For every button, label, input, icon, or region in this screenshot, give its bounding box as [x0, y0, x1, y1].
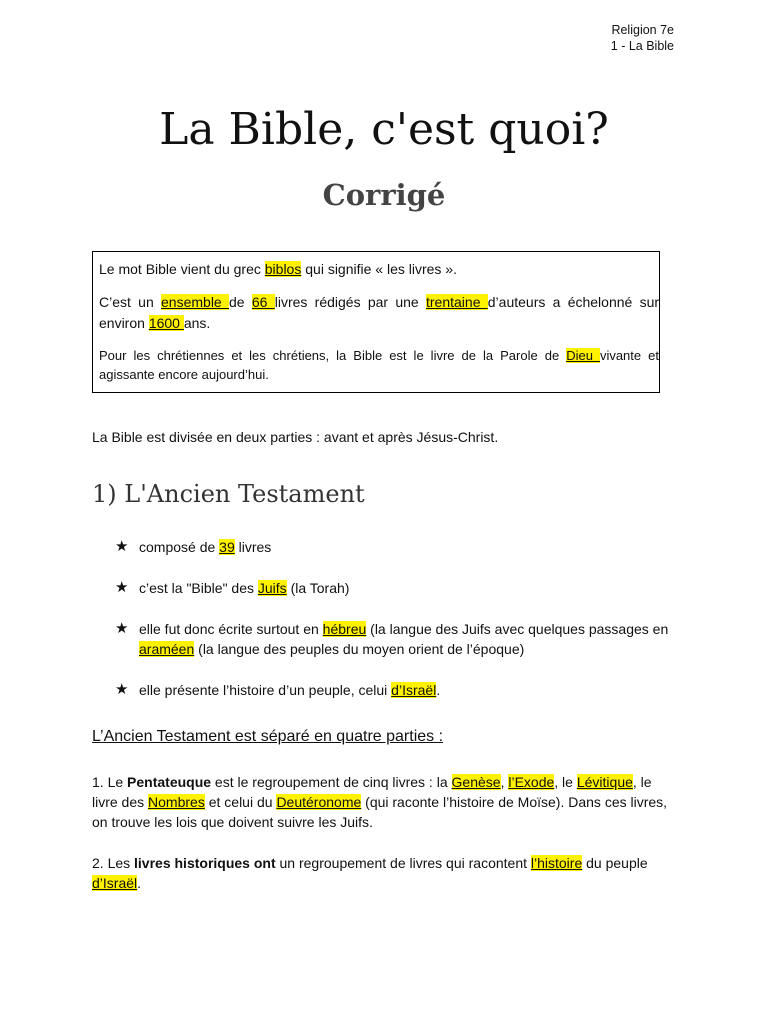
text: 2. Les: [92, 855, 135, 871]
text: est le regroupement de cinq livres : la: [211, 774, 452, 790]
text: elle fut donc écrite surtout en: [139, 621, 323, 637]
text: d’auteurs a échelonné sur environ: [99, 294, 660, 331]
text: de: [229, 294, 252, 310]
text: Pour les chrétiennes et les chrétiens, la Bible est le livre de la Parole de: [99, 348, 567, 363]
star-bullet-icon: ★: [115, 620, 129, 637]
course-header: [611, 22, 674, 54]
star-bullet-icon: ★: [115, 579, 129, 596]
text: (la Torah): [286, 580, 350, 596]
bold-term: livres historiques ont: [134, 855, 276, 871]
highlight-answer: Genèse: [451, 774, 501, 790]
text: livres rédigés par une: [274, 294, 426, 310]
part-1-pentateuque: [92, 772, 672, 832]
text: , le: [554, 774, 577, 790]
text: Le mot Bible vient du grec: [99, 261, 265, 277]
definition-paragraph-3: [99, 346, 659, 384]
text: (la langue des peuples du moyen orient de l’époque): [194, 641, 525, 657]
text: livres: [234, 539, 272, 555]
list-item: [112, 619, 672, 659]
text: 1. Le: [92, 774, 128, 790]
text: ans.: [183, 315, 211, 331]
text: .: [436, 682, 441, 698]
star-bullet-icon: ★: [115, 681, 129, 698]
list-item: [112, 680, 672, 700]
subheading-quatre-parties: L’Ancien Testament est séparé en quatre parties :: [92, 728, 444, 745]
highlight-answer: biblos: [264, 261, 302, 277]
part-2-livres-historiques: [92, 853, 672, 893]
bold-term: Pentateuque: [127, 774, 212, 790]
chapter-name: 1 - La Bible: [610, 39, 674, 53]
highlight-answer: d’Israël: [391, 682, 437, 698]
text: , le livre des: [92, 774, 652, 810]
highlight-answer: trentaine: [426, 294, 488, 310]
highlight-answer: 66: [251, 294, 275, 310]
ancien-testament-list: [112, 537, 672, 721]
text: vivante et agissante encore aujourd’hui.: [99, 348, 659, 382]
text: qui signifie « les livres ».: [301, 261, 457, 277]
intro-text: La Bible est divisée en deux parties : avant et après Jésus-Christ.: [92, 429, 499, 445]
list-item: [112, 578, 672, 598]
highlight-answer: Dieu: [566, 348, 600, 363]
highlight-answer: araméen: [139, 641, 195, 657]
text: et celui du: [204, 794, 277, 810]
text: un regroupement de livres qui racontent: [275, 855, 531, 871]
highlight-answer: 39: [219, 539, 235, 555]
highlight-answer: l’Exode: [508, 774, 555, 790]
text: ,: [500, 774, 509, 790]
text: C’est un: [99, 294, 162, 310]
star-bullet-icon: ★: [115, 538, 129, 555]
page-subtitle: Corrigé: [322, 178, 446, 212]
text: composé de: [139, 539, 220, 555]
highlight-answer: Nombres: [148, 794, 205, 810]
highlight-answer: l’histoire: [530, 855, 583, 871]
highlight-answer: ensemble: [161, 294, 229, 310]
definition-paragraph-2: [99, 292, 659, 334]
text: (qui raconte l’histoire de Moïse). Dans ces livres, on trouve les lois que doivent suivre les Juifs.: [92, 794, 668, 830]
section-title-ancien-testament: 1) L'Ancien Testament: [92, 480, 365, 508]
text: du peuple: [582, 855, 648, 871]
definition-box: [92, 251, 660, 393]
definition-paragraph-1: [99, 259, 659, 280]
text: .: [137, 875, 142, 891]
highlight-answer: Juifs: [257, 580, 287, 596]
highlight-answer: 1600: [148, 315, 184, 331]
highlight-answer: Lévitique: [576, 774, 633, 790]
highlight-answer: d’Israël: [92, 875, 138, 891]
highlight-answer: hébreu: [322, 621, 367, 637]
highlight-answer: Deutéronome: [276, 794, 362, 810]
text: (la langue des Juifs avec quelques passages en: [366, 621, 669, 637]
list-item: [112, 537, 672, 557]
text: elle présente l’histoire d’un peuple, celui: [139, 682, 392, 698]
text: c’est la "Bible" des: [139, 580, 258, 596]
page-title: La Bible, c'est quoi?: [159, 104, 609, 155]
course-name: Religion 7e: [611, 23, 674, 37]
